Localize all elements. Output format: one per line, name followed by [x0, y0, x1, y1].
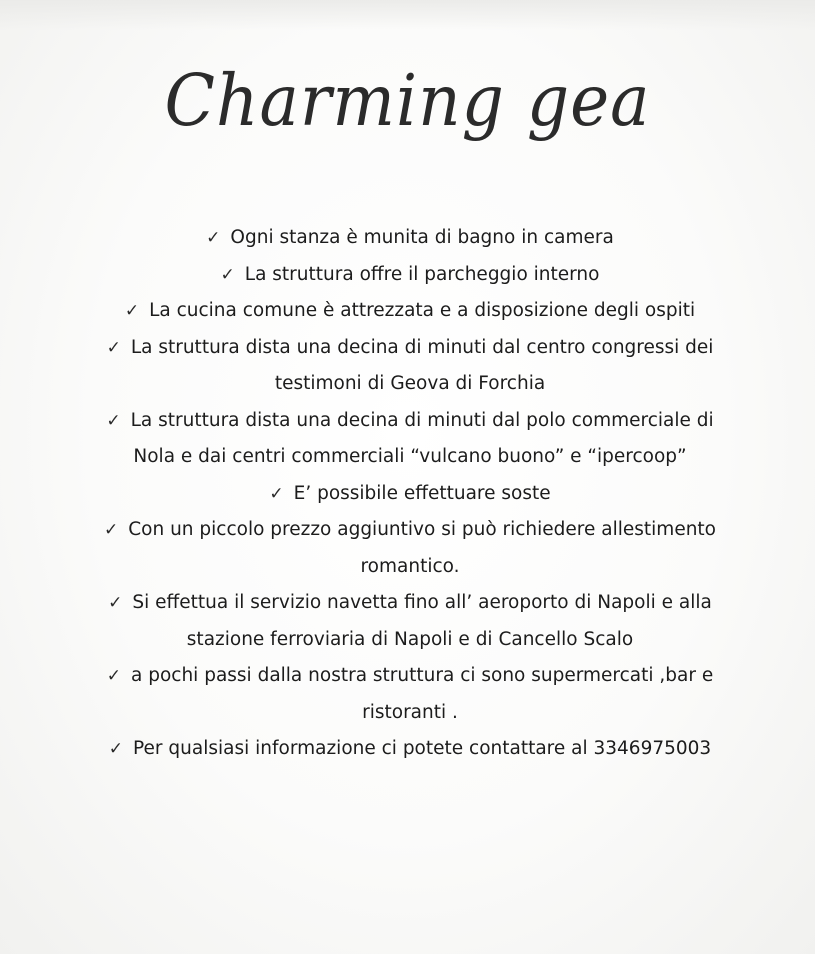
checkmark-icon: ✓	[106, 337, 121, 358]
list-item	[60, 512, 760, 585]
checkmark-icon: ✓	[206, 228, 221, 248]
list-item-text-continued: Nola e dai centri commerciali “vulcano buono” e “ipercoop”	[133, 446, 687, 467]
list-item	[60, 293, 760, 330]
list-item-text: Con un piccolo prezzo aggiuntivo si può richiedere allestimento	[128, 519, 716, 540]
list-item	[60, 658, 760, 731]
list-item-text: E’ possibile effettuare soste	[293, 482, 551, 504]
list-item-text: La cucina comune è attrezzata e a disposizione degli ospiti	[149, 300, 696, 321]
list-item-text-continued: ristoranti .	[362, 701, 458, 723]
top-shadow	[0, 0, 815, 30]
checkmark-icon: ✓	[108, 593, 123, 613]
list-item-text: Ogni stanza è munita di bagno in camera	[230, 227, 614, 248]
list-item-text: Per qualsiasi informazione ci potete contattare al 3346975003	[133, 738, 712, 759]
list-item-text-continued: romantico.	[360, 555, 460, 577]
checkmark-icon: ✓	[106, 666, 121, 686]
checkmark-icon: ✓	[269, 483, 284, 504]
features-list	[60, 220, 760, 768]
checkmark-icon: ✓	[106, 410, 121, 431]
list-item	[60, 257, 760, 294]
checkmark-icon: ✓	[103, 520, 119, 540]
list-item	[60, 476, 760, 513]
list-item-text: La struttura offre il parcheggio interno	[244, 263, 600, 285]
list-item	[60, 330, 760, 403]
list-item-text: a pochi passi dalla nostra struttura ci sono supermercati ,bar e	[131, 665, 714, 686]
list-item-text: La struttura dista una decina di minuti dal centro congressi dei	[130, 336, 714, 358]
list-item-text-continued: stazione ferroviaria di Napoli e di Cancello Scalo	[186, 628, 634, 650]
list-item-text-continued: testimoni di Geova di Forchia	[274, 373, 546, 394]
list-item-text: La struttura dista una decina di minuti dal polo commerciale di	[130, 409, 714, 431]
list-item-text: Si effettua il servizio navetta fino all’ aeroporto di Napoli e alla	[132, 592, 712, 613]
list-item	[60, 731, 760, 768]
list-item	[60, 585, 760, 658]
list-item	[60, 220, 760, 257]
checkmark-icon: ✓	[220, 264, 235, 285]
list-item	[60, 403, 760, 476]
checkmark-icon: ✓	[124, 301, 140, 321]
checkmark-icon: ✓	[108, 739, 124, 759]
page-title: Charming gea	[164, 58, 651, 143]
